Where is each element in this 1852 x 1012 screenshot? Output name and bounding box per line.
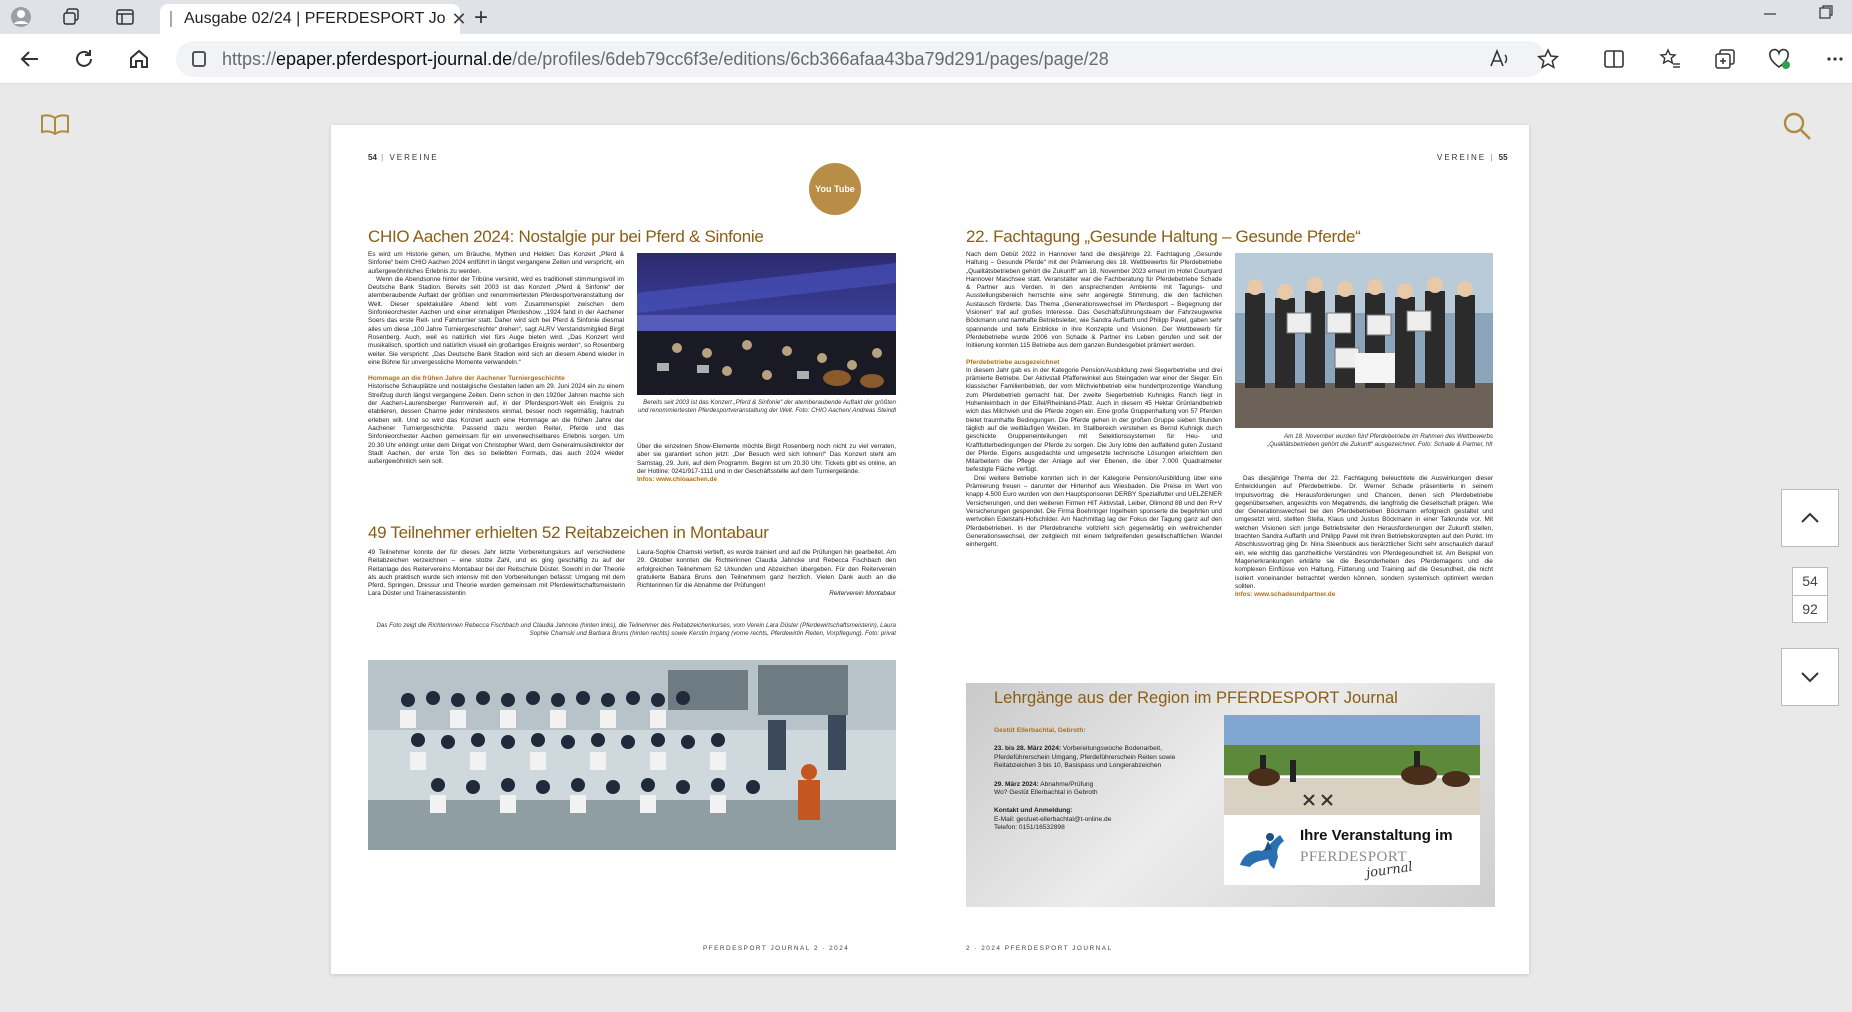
- contact-phone: Telefon: 0151/16532898: [994, 824, 1065, 832]
- article-column-fachtagung-1: [966, 251, 1222, 651]
- favorites-list-icon[interactable]: [1657, 46, 1683, 72]
- page-number: 54: [368, 153, 377, 162]
- magazine-spread: [331, 125, 1529, 974]
- profile-icon[interactable]: [10, 6, 32, 28]
- close-tab-icon[interactable]: ✕: [451, 8, 467, 29]
- back-icon[interactable]: [16, 45, 44, 73]
- ad-card: [1224, 715, 1480, 885]
- ad-slogan: Ihre Veranstaltung im: [1300, 827, 1453, 844]
- article-title-chio: CHIO Aachen 2024: Nostalgie pur bei Pferd & Sinfonie: [368, 227, 764, 246]
- article-column-fachtagung-2: [1235, 475, 1493, 651]
- epaper-viewer: [0, 85, 1852, 1012]
- event-text: Vorbereitungswoche Bodenarbeit, Pferdeführerschein Umgang, Pferdeführerschein Reiten sowie Reitabzeichen 3 bis 10, Basispass und Longierabzeichen: [994, 745, 1176, 770]
- page-footer-left: PFERDESPORT JOURNAL 2 · 2024: [703, 945, 850, 952]
- photo-caption-group: Das Foto zeigt die Richterinnen Rebecca Fischbach und Claudia Jahncke (hinten links), die Teilnehmer des Reitabzeichenkurses, vom Verein Lara Düster (Pferdewirtschaftsmeisterin), Laura Sophie Chamski und Barbara Bruns (hinten rechts) sowie Kerstin Irrgang (vorne rechts, Pferdewirtin Reiten, Vorpflegung). Foto: privat: [376, 622, 896, 637]
- favicon-icon: [170, 11, 172, 27]
- url-prefix: https://: [222, 48, 277, 69]
- event-text: Abnahme/Prüfung: [1040, 780, 1094, 788]
- article-column-montabaur-1: [368, 549, 625, 607]
- tab-title: Ausgabe 02/24 | PFERDESPORT Jo: [184, 10, 446, 27]
- reload-icon[interactable]: [70, 45, 98, 73]
- event-date: 23. bis 28. März 2024:: [994, 745, 1062, 753]
- paragraph: 49 Teilnehmer konnte der für dieses Jahr letzte Vorbereitungskurs auf verschiedene Reitabzeichen verzeichnen – eine stolze Zahl, und es ging geschäftig zu auf der Reitanlage des Reitervereins Montabaur bei der Reitschule Düster. Sowohl in der Theorie als auch praktisch wurde sich intensiv mit den Vorbereitungen befasst: Umgang mit dem Pferd, Springen, Dressur und Theorie wurden gemeinsam mit Pferdewirtschaftsmeisterin Lara Düster und Trainerassistentin: [368, 549, 625, 598]
- photo-group-riders: [368, 660, 896, 850]
- browser-toolbar: [0, 34, 1852, 84]
- ad-event-1: [994, 745, 1204, 770]
- new-tab-button[interactable]: +: [474, 4, 489, 31]
- split-screen-icon[interactable]: [1601, 46, 1627, 72]
- contact-heading: Kontakt und Anmeldung:: [994, 807, 1073, 815]
- paragraph: Es wird um Historie gehen, um Bräuche, Mythen und Helden: Das Konzert „Pferd & Sinfonie“ beim CHIO Aachen 2024 entführt in längst vergangene Zeiten und verspricht, ein außergewöhnliches Erlebnis zu werden.: [368, 251, 624, 275]
- info-link[interactable]: Infos: www.schadeundpartner.de: [1235, 591, 1336, 599]
- article-title-fachtagung: 22. Fachtagung „Gesunde Haltung – Gesunde Pferde“: [966, 227, 1361, 246]
- photo-orchestra: [637, 253, 896, 395]
- article-column-montabaur-2: [637, 549, 896, 607]
- home-icon[interactable]: [125, 45, 153, 73]
- chevron-up-icon: [1800, 512, 1820, 524]
- page-left: [331, 125, 930, 974]
- article-column-chio-1: [368, 251, 624, 513]
- browser-tab-bar: [0, 0, 1852, 34]
- ad-photo-riding-arena: [1224, 715, 1480, 815]
- photo-caption-award: Am 18. November wurden fünf Pferdebetriebe im Rahmen des Wettbewerbs „Qualitätsbetrieben gehört die Zukunft“ ausgezeichnet. Foto: Schade & Partner, hfr: [1267, 433, 1493, 448]
- ad-venue: Gestüt Ellerbachtal, Gebroth:: [994, 727, 1086, 734]
- youtube-icon[interactable]: You Tube: [809, 163, 861, 215]
- active-tab[interactable]: [160, 4, 467, 34]
- photo-award-winners: [1235, 253, 1493, 428]
- paragraph: Nach dem Debüt 2022 in Hannover fand die diesjährige 22. Fachtagung „Gesunde Haltung – Gesunde Pferde“ mit der Prämierung des 18. Wettbewerbs für Pferdebetriebe „Qualitätsbetrieben gehört die Zukunft“ am 18. November 2023 erneut im Hotel Courtyard Hannover Maschsee statt. Veranstalter war die Fachberatung für Pferdebetriebe Schade & Partner aus Verden. In den ansprechenden Ambiente mit Tagungs- und Ausstellungsbereich herrschte eine sehr angeregte Stimmung, die den fachlichen Austausch förderte. Das Thema „Generationswechsel im Pferdesport – Begegnung der Visionen“ traf auf großes Interesse. Das Geschäftsführungsteam der Fahrzeugwerke Böckmann und namhafte Betriebsleiter, wie Sandra Auffarth und Philipp Pavel, gaben sehr spannende und tiefe Einblicke in ihre Konzepte und Visionen. Der Wettbewerb für Pferdebetriebe wurde 2006 von Schade & Partner ins Leben gerufen und seit der Initiierung konnten 115 Betriebe aus dem ganzen Bundesgebiet prämiert werden.: [966, 251, 1222, 350]
- running-head-right: VEREINE | 55: [1437, 153, 1508, 162]
- advertisement-lehrgaenge[interactable]: [966, 683, 1495, 907]
- subheading: Pferdebetriebe ausgezeichnet: [966, 358, 1060, 366]
- ad-brand-journal: journal: [1365, 859, 1414, 882]
- table-of-contents-book-icon[interactable]: [40, 113, 70, 135]
- photo-caption-orchestra: Bereits seit 2003 ist das Konzert „Pferd & Sinfonie“ der atemberaubende Auftakt der größten und renommiertesten Pferdesportveranstaltung der Welt. Foto: CHIO Aachen/ Andreas Steindl: [637, 399, 896, 414]
- info-link[interactable]: Infos: www.chioaachen.de: [637, 476, 718, 484]
- article-title-montabaur: 49 Teilnehmer erhielten 52 Reitabzeichen in Montabaur: [368, 523, 769, 542]
- contact-email: E-Mail: gestuet-ellerbachtal@t-online.de: [994, 815, 1112, 823]
- browser-essentials-icon[interactable]: [1766, 46, 1792, 72]
- ad-brand: PFERDESPORT: [1300, 849, 1408, 865]
- ad-contact: [994, 807, 1204, 832]
- ad-title: Lehrgänge aus der Region im PFERDESPORT Journal: [994, 689, 1398, 707]
- favorite-star-icon[interactable]: [1535, 46, 1561, 72]
- ad-event-2: [994, 781, 1204, 798]
- address-bar[interactable]: [176, 41, 1546, 77]
- current-page: 54: [1802, 573, 1818, 589]
- more-menu-icon[interactable]: [1822, 46, 1848, 72]
- article-column-chio-2: [637, 443, 896, 503]
- signature: Reiterverein Montabaur: [829, 590, 896, 598]
- page-counter: [1792, 567, 1828, 623]
- ad-text: [994, 727, 1204, 843]
- paragraph: Drei weitere Betriebe konnten sich in der Kategorie Pension/Ausbildung über eine Prämierung freuen – darunter der Hirtenhof aus Wiesbaden. Die Preise im Wert von knapp 4.500 Euro wurden von den Hauptsponsoren DERBY Spezialfutter und UELZENER Versicherungen, und den weiteren Firmen HIT Aktivstall, Leiber, Olimond 88 und den R+V Versicherungen gespendet. Die Firma Boehringer Ingelheim sponserte die begehrten und wertvollen Edelstahl-Hofschilder. Am Nachmittag lag der Fokus der Tagung ganz auf den Pferdebetrieben. In der Pferdebranche vollzieht sich gegenwärtig ein weitreichender Generationswechsel, der zeitgleich mit einem tiefgreifenden gesellschaftlichen Wandel einhergeht.: [966, 474, 1222, 549]
- event-location: Wo? Gestüt Ellerbachtal in Gebroth: [994, 789, 1098, 797]
- paragraph: Über die einzelnen Show-Elemente möchte Birgit Rosenberg noch nicht zu viel verraten, aber sie garantiert schon jetzt: „Der Besuch wird sich lohnen!“ Das Konzert steht am Samstag, 29. Juni, auf dem Programm. Beginn ist um 20.30 Uhr. Tickets gibt es online, an der Hotline: 0241/917-1111 und in der Geschäftsstelle auf dem Turniergelände.: [637, 443, 896, 475]
- collections-icon[interactable]: [60, 6, 82, 28]
- previous-page-button[interactable]: [1781, 489, 1839, 547]
- paragraph: Laura-Sophie Chamski vertieft, es wurde trainiert und auf die Prüfungen hin gearbeitet. Am 29. Oktober konnten die Richterinnen Claudia Jahncke und Rebecca Fischbach den erfolgreichen Teilnehmern 52 Urkunden und Abzeichen übergeben. Für den Reiterverein gratulierte Babara Bruns den Teilnehmern ganz herzlich. Vielen Dank auch an die Richterinnen für die Abnahme der Prüfungen!: [637, 549, 896, 590]
- event-date: 29. März 2024:: [994, 780, 1039, 788]
- page-number: 55: [1498, 153, 1508, 162]
- url-host: epaper.pferdesport-journal.de: [276, 48, 513, 69]
- paragraph: In diesem Jahr gab es in der Kategorie Pension/Ausbildung zwei Siegerbetriebe und drei prämierte Betriebe. Der Aktivstall Pfaffenwinkel aus Steingaden war einer der Sieger. Ein klassischer Familienbetrieb, der vom Milchviehbetrieb eine hundertprozentige Wandlung zum Pferdebetrieb gemacht hat. Der zweite Siegerbetrieb Kuhnigks Ranch liegt in Hohenleimbach in der Eifel/Rheinland-Pfalz. Auch in diesem 45 Hektar Grünlandbetrieb wich das Milchvieh und die Pferde zogen ein. Eine große Gruppenhaltung von 57 Pferden bietet traumhafte Bedingungen. Die Pferde gehen in der großen Gruppe sieben Stunden täglich auf die weitläufigen Weiden. Im Stallbereich verstehen es Bernd Kuhnigk durch geschickte Gruppeneinteilungen mit Selektionssystemen für Heu- und Kraftfutterbedingungen der Pferde zu sorgen. Die Jury lobte den auffallend guten Zustand der Pferde. Eigens ausgedachte und umgesetzte technische Lösungen erleichtern den Mitarbeitern die Pflege der Anlage auf vier Ebenen, die über 7.000 Quadratmeter befestigte Fläche verfügt.: [966, 366, 1222, 474]
- chevron-down-icon: [1800, 671, 1820, 683]
- minimize-icon[interactable]: [1762, 4, 1778, 25]
- restore-icon[interactable]: [1818, 4, 1834, 25]
- section-label: VEREINE: [1437, 153, 1487, 162]
- search-icon[interactable]: [1782, 111, 1812, 141]
- paragraph: Historische Schauplätze und nostalgische Gestalten laden am 29. Juni 2024 ein zu einem Streifzug durch längst vergangene Zeiten. Denn schon in den 1920er Jahren machte sich der Aachen-Laurensberger Rennverein auf, in der Pferdesport-Welt ein Ereignis zu etablieren, dessen Charme jeder mindestens einmal, besser noch regelmäßig, hautnah erleben will. Und so wird das Konzert auch eine Hommage an die frühen Jahre der Aachener Turniergeschichte. Passend dazu werden Reiter, Pferde und das Sinfonieorchester Aachen gemeinsam für ein unverwechselbares Erlebnis sorgen. Um 20.30 Uhr erklingt unter dem Dirigat von Christopher Ward, dem Generalmusikdirektor der Stadt Aachen, der erste Ton des so beliebten Formats, das auch 2024 wieder außergewöhnlich sein soll.: [368, 383, 624, 466]
- page-footer-right: 2 · 2024 PFERDESPORT JOURNAL: [966, 945, 1113, 952]
- running-head-left: 54 | VEREINE: [368, 153, 439, 162]
- collections-add-icon[interactable]: [1712, 46, 1738, 72]
- read-aloud-icon[interactable]: [1486, 46, 1512, 72]
- url-path: /de/profiles/6deb79cc6f3e/editions/6cb366afaa43ba79d291/pages/page/28: [512, 48, 1109, 69]
- total-pages: 92: [1793, 595, 1827, 622]
- tab-actions-icon[interactable]: [114, 6, 136, 28]
- paragraph: Wenn die Abendsonne hinter der Tribüne versinkt, wird es traditionell stimmungsvoll im Deutsche Bank Stadion. Bereits seit 2003 ist das Konzert „Pferd & Sinfonie“ der atemberaubende Auftakt der größten und renommiertesten Pferdesportveranstaltung der Welt. Dieser spektakuläre Abend lebt vom Zusammenspiel zwischen dem Sinfonieorchester Aachen und einer einmaligen Pferdeshow. „1924 fand in der Aachener Soers das erste Reit- und Fahrturnier statt. Daher wird sich bei Pferd & Sinfonie diesmal alles um diese „100 Jahre Turniergeschichte“ drehen“, sagt ALRV Verstandsmitglied Birgit Rosenberg. Auch, weil es natürlich viel fürs Auge bieten wird. „Das Konzert wird musikalisch, sportlich und natürlich visuell ein großartiges Ereignis werden“, so Rosenberg weiter. Sie verspricht: „Das Deutsche Bank Stadion wird sich an diesem Abend wieder in eine Bühne für unvergessliche Momente verwandeln.“: [368, 275, 624, 366]
- lock-icon[interactable]: [192, 51, 206, 67]
- next-page-button[interactable]: [1781, 648, 1839, 706]
- page-right: [930, 125, 1529, 974]
- section-label: VEREINE: [389, 153, 439, 162]
- subheading: Hommage an die frühen Jahre der Aachener Turniergeschichte: [368, 375, 565, 383]
- paragraph: Das diesjährige Thema der 22. Fachtagung beleuchtete die Auswirkungen dieser Entwicklungen auf Pferdebetriebe. Dr. Werner Schade präsentierte in seinem Impulsvortrag die Herausforderungen und Chancen, denen sich Pferdebetriebe gegenübersehen, angesichts von Megatrends, die langfristig die Gesellschaft prägen. Wie der Generationswechsel bei den Pferdebetrieben Böckmann erfolgreich gestaltet und umgesetzt wird, stellten Stella, Klaus und Justus Böckmann in einer Talkrunde vor. Mit welchen Visionen sich junge Betriebsleiter den Herausforderungen der Zukunft stellen, brachten Sandra Auffarth und Philipp Pavel mit ihren Betriebskonzepten auf den Punkt. Im Abschlussvortrag ging Dr. Nina Steenbuck aus tierärztlicher Sicht sehr anschaulich darauf ein, wie wichtig das ganzheitliche Verständnis von Pferdegesundheit ist. Am Beispiel von Magenerkrankungen erklärte sie die Besonderheiten des Pferdemagens und die komplexen Einflüsse von Haltung, Fütterung und Training auf die Gesundheit, die nicht isoliert voneinander betrachtet werden können, sondern systemisch optimiert werden sollten.: [1235, 475, 1493, 590]
- horse-rider-logo-icon: [1234, 825, 1290, 875]
